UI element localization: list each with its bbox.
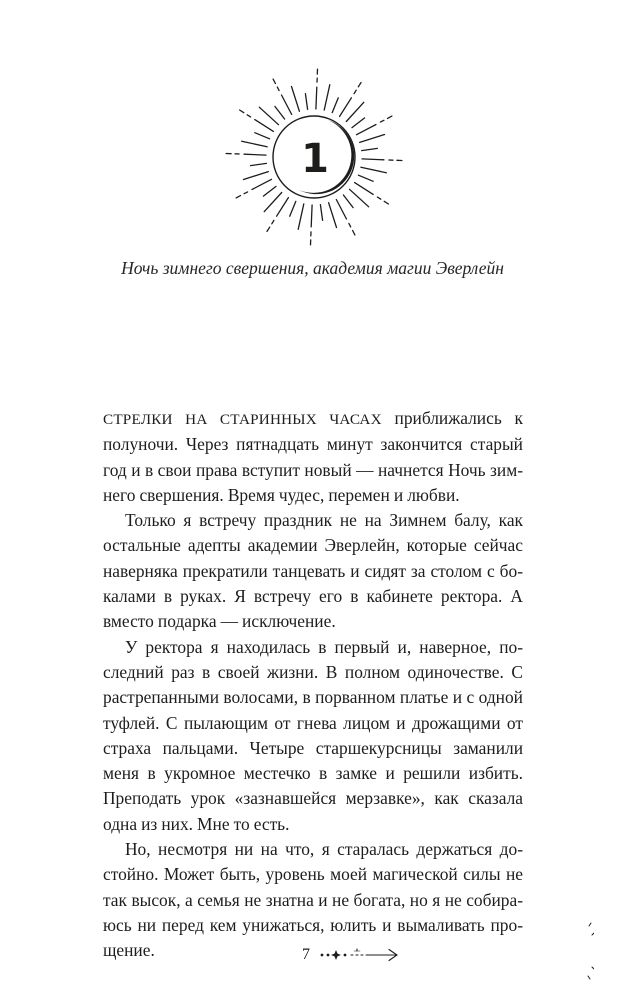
chapter-subtitle: Ночь зимнего свершения, академия магии Эверлейн	[121, 258, 504, 278]
sunburst-ray	[251, 163, 267, 165]
page-number: 7	[302, 946, 310, 963]
sunburst-ray	[329, 203, 337, 228]
sunburst-ray	[354, 90, 356, 93]
sunburst-ray	[360, 135, 385, 143]
page-footer	[302, 940, 400, 970]
sunburst-ray	[332, 98, 338, 113]
paragraph-3: У ректора я находилась в первый и, наверное, последний раз в своей жизни. В полном одиночестве. С растрепанными волосами, в порванном платье и с одной туфлей. С пылающим от гнева лицом и дрожащими от страха пальцами. Четыре старшекурсницы заманили меня в укромное местечко в замке и решили избить. Преподать урок «зазнавшейся мерзавке», как сказала одна из них. Мне то есть.	[103, 636, 523, 834]
sunburst-ray	[240, 110, 244, 113]
sunburst-ray	[292, 87, 300, 112]
sunburst-ray	[349, 223, 351, 227]
sunburst-ray	[340, 98, 352, 117]
sunburst-ray	[242, 141, 267, 147]
sunburst-ray	[277, 198, 289, 217]
sunburst-ray	[255, 133, 270, 139]
sunburst-ray	[380, 120, 384, 122]
sunburst-ray	[298, 204, 304, 229]
sunburst-ray	[264, 193, 282, 212]
sunburst-ray	[358, 175, 373, 181]
sunburst-ray	[275, 106, 285, 119]
paragraph-1-text: приближались к полуночи. Через пятнадцать минут закончится старый год и в свои права вступит новый — начнется Ночь зимнего свершения. Время чудес, перемен и любви.	[103, 408, 524, 505]
sunburst-ray	[346, 102, 364, 121]
sunburst-ray	[388, 116, 392, 118]
star-arrow-ornament-icon	[318, 945, 400, 965]
sunburst-ray	[362, 159, 384, 160]
sunburst-ray	[353, 231, 355, 235]
sunburst-ray	[343, 195, 353, 208]
paragraph-4: Но, несмотря ни на что, я старалась держаться достойно. Может быть, уровень моей магической силы не так высок, а семья не знатна и не богата, но я не собираюсь ни перед кем унижаться, юлить и вымаливать прощение.	[103, 839, 523, 961]
sunburst-ray	[350, 189, 369, 207]
sunburst-ray	[255, 120, 274, 132]
chapter-body	[103, 406, 523, 964]
sunburst-ray	[244, 154, 266, 155]
sunburst-ray	[361, 167, 386, 173]
sunburst-ray	[263, 186, 276, 196]
sunburst-ray	[311, 205, 312, 227]
sunburst-ray	[282, 95, 292, 115]
sunburst-ray	[272, 220, 274, 223]
sunburst-ray	[259, 107, 278, 125]
sunburst-ray	[244, 192, 248, 194]
sunburst-ray	[277, 87, 279, 91]
sunburst-ray	[267, 227, 270, 231]
paragraph-2: Только я встречу праздник не на Зимнем балу, как остальные адепты академии Эверлейн, которые сейчас наверняка прекратили танцевать и сидят за столом с бокалами в руках. Я встречу его в кабинете ректора. А вместо подарка — исключение.	[103, 510, 523, 632]
sunburst-ray	[290, 201, 296, 216]
crescent-moon-edge-icon	[548, 918, 594, 984]
sunburst-ray	[252, 179, 272, 189]
sunburst-ray	[244, 172, 269, 180]
sunburst-ray	[377, 197, 380, 199]
sunburst-ray	[273, 79, 275, 83]
paragraph-1	[103, 406, 523, 508]
sunburst-ray	[352, 118, 365, 128]
sunburst-ray	[357, 125, 377, 135]
sunburst-ray	[336, 200, 346, 220]
sunburst-ray	[362, 148, 378, 150]
sunburst-crescent-moon-icon	[212, 62, 416, 252]
chapter-emblem	[212, 62, 416, 252]
chapter-number: 1	[301, 136, 329, 182]
sunburst-ray	[236, 196, 240, 198]
sunburst-ray	[305, 94, 307, 110]
sunburst-ray	[384, 201, 388, 204]
lead-caps: СТРЕЛКИ НА СТАРИННЫХ ЧАСАХ	[103, 411, 382, 428]
sunburst-ray	[355, 183, 374, 195]
sunburst-ray	[320, 205, 322, 221]
sunburst-ray	[247, 115, 250, 117]
sunburst-ray	[358, 83, 361, 87]
sunburst-ray	[316, 87, 317, 109]
sunburst-ray	[324, 85, 330, 110]
